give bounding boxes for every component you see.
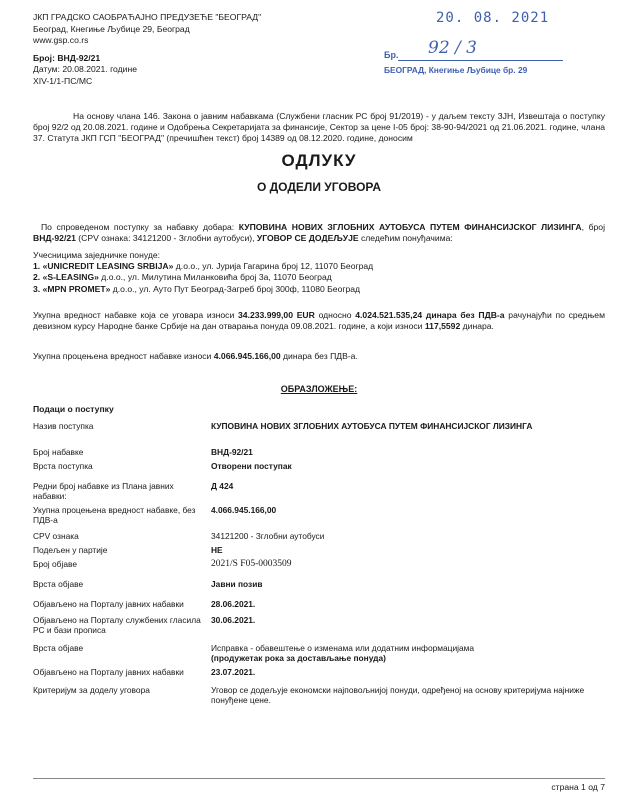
- value-text: Укупна вредност набавке која се уговара износи: [33, 310, 239, 320]
- field-value-text: Уговор се додељује економски најповољнијој понуди, одређеној на основу критеријума најниже понуђене цене.: [211, 684, 585, 706]
- reference-number: Број: ВНД-92/21: [33, 52, 101, 63]
- stamp-number-handwritten: 92 / 3: [428, 38, 477, 58]
- table-row: [33, 505, 605, 531]
- field-label: Врста објаве: [33, 578, 84, 589]
- exchange-rate: 117,5592: [424, 321, 461, 332]
- value-eur: 34.233.999,00 EUR: [238, 310, 315, 320]
- bidder-item: [33, 284, 605, 295]
- field-label: Објављено на Порталу јавних набавки: [33, 666, 184, 677]
- field-value: [211, 481, 605, 505]
- value-text: динара.: [460, 321, 494, 332]
- field-label: Редни број набавке из Плана јавних набавки:: [33, 480, 174, 502]
- field-value: [211, 643, 605, 667]
- field-value: [211, 579, 605, 599]
- document-subtitle: О ДОДЕЛИ УГОВОРА: [256, 180, 382, 194]
- table-row: [33, 615, 605, 643]
- field-value-text: 2021/S F05-0003509: [211, 558, 292, 569]
- field-value-text: КУПОВИНА НОВИХ ЗГЛОБНИХ АУТОБУСА ПУТЕМ ФИНАНСИЈСКОГ ЛИЗИНГА: [211, 420, 533, 431]
- page-number: страна 1 од 7: [551, 782, 605, 792]
- field-value: [211, 447, 605, 461]
- value-rsd: 4.024.521.535,24 динара без ПДВ-а: [355, 310, 505, 320]
- field-value-note: (продужетак рока за достављање понуда): [211, 653, 386, 664]
- estimated-value-paragraph: [33, 351, 605, 362]
- field-value: [211, 599, 605, 615]
- org-name: ЈКП ГРАДСКО САОБРАЋАЈНО ПРЕДУЗЕЋЕ "БЕОГРАД": [33, 12, 262, 22]
- section-heading: ОБРАЗЛОЖЕЊЕ:: [280, 384, 358, 394]
- table-row: [33, 461, 605, 481]
- table-row: [33, 531, 605, 545]
- award-statement: УГОВОР СЕ ДОДЕЉУЈЕ: [256, 233, 359, 244]
- letterhead: [33, 12, 333, 88]
- bidder-address: д.о.о., ул. Јурија Гагарина број 12, 11070 Београд: [173, 261, 374, 272]
- field-label: Врста објаве: [33, 642, 84, 653]
- table-row: [33, 559, 605, 579]
- bidder-name: «MPN PROMET»: [42, 283, 111, 294]
- field-label: Број објаве: [33, 558, 77, 569]
- field-value: [211, 461, 605, 481]
- table-heading-row: [33, 404, 605, 421]
- estimate-text: Укупна процењена вредност набавке износи: [33, 351, 214, 361]
- table-row: [33, 685, 605, 715]
- table-row: [33, 545, 605, 559]
- bidder-number: 3.: [33, 283, 43, 294]
- field-label: Објављено на Порталу службених гласила РС и бази прописа: [33, 614, 201, 636]
- field-value: [211, 615, 605, 643]
- bidder-item: [33, 261, 605, 272]
- table-row: [33, 447, 605, 461]
- procedure-data-table: [33, 404, 605, 715]
- bidder-address: д.о.о., ул. Ауто Пут Београд-Загреб број 300ф, 11080 Београд: [110, 283, 361, 294]
- field-label: Критеријум за доделу уговора: [33, 684, 150, 695]
- award-text: , број: [581, 222, 605, 232]
- procurement-subject: КУПОВИНА НОВИХ ЗГЛОБНИХ АУТОБУСА ПУТЕМ ФИНАНСИЈСКОГ ЛИЗИНГА: [238, 222, 582, 232]
- field-value-text: НЕ: [211, 544, 223, 555]
- field-value-text: Исправка - обавештење о изменама или додатним информацијама: [211, 642, 475, 653]
- bidder-address: д.о.о., ул. Милутина Миланковића број 3а, 11070 Београд: [98, 272, 332, 283]
- footer-divider: [33, 778, 605, 779]
- bidders-intro: Учесницима заједничке понуде:: [33, 250, 161, 260]
- stamp-address: БЕОГРАД, Кнегиње Љубице бр. 29: [384, 65, 528, 75]
- field-value: [211, 505, 605, 531]
- field-value-text: 28.06.2021.: [211, 598, 256, 609]
- field-value-text: 34121200 - Зглобни аутобуси: [211, 530, 325, 541]
- award-text: следећим понуђачима:: [358, 233, 453, 244]
- table-row: [33, 599, 605, 615]
- table-row: [33, 643, 605, 667]
- bidders-list: [33, 250, 605, 295]
- org-website: www.gsp.co.rs: [33, 35, 89, 46]
- award-text: (CPV ознака: 34121200 - Зглобни аутобуси),: [75, 233, 257, 244]
- field-value: [211, 667, 605, 685]
- reference-code: XIV-1/1-ПС/МС: [33, 75, 93, 86]
- field-value-text: Д 424: [211, 480, 234, 491]
- field-label: Укупна процењена вредност набавке, без ПДВ-а: [33, 504, 196, 526]
- value-text: односно: [314, 310, 356, 320]
- bidder-number: 1.: [33, 261, 43, 272]
- field-label: Објављено на Порталу јавних набавки: [33, 598, 184, 609]
- bidder-item: [33, 272, 605, 283]
- award-text: По спроведеном поступку за набавку добара:: [41, 222, 239, 232]
- stamp-date: 20. 08. 2021: [436, 10, 550, 26]
- field-value-text: Отворени поступак: [211, 460, 292, 471]
- stamp-number-label: Бр.: [384, 50, 399, 60]
- field-value-text: 30.06.2021.: [211, 614, 256, 625]
- estimate-text: динара без ПДВ-а.: [280, 351, 358, 361]
- reference-block: [33, 53, 333, 88]
- field-label: Број набавке: [33, 446, 84, 457]
- field-value: [211, 421, 605, 447]
- contract-value-paragraph: [33, 310, 605, 332]
- bidder-name: «S-LEASING»: [42, 272, 99, 283]
- document-title: ОДЛУКУ: [281, 151, 357, 170]
- bidder-name: «UNICREDIT LEASING SRBIJA»: [42, 261, 174, 272]
- reference-date: Датум: 20.08.2021. године: [33, 64, 137, 75]
- field-label: Врста поступка: [33, 460, 93, 471]
- field-value: [211, 559, 605, 579]
- field-value-text: ВНД-92/21: [211, 446, 253, 457]
- stamp-underline: [398, 60, 563, 61]
- field-label: CPV ознака: [33, 530, 79, 541]
- received-stamp: [384, 6, 594, 76]
- estimate-value: 4.066.945.166,00: [213, 351, 281, 361]
- procurement-number: ВНД-92/21: [33, 233, 76, 244]
- field-value: [211, 545, 605, 559]
- intro-paragraph: На основу члана 146. Закона о јавним набавкама (Службени гласник РС број 91/2019) - у даљем тексту ЗЈН, Извештаја о поступку број 92/2 од 20.08.2021. године и Одобрења Секретаријата за финансије, Сектор за цене I-05 број: 38-90-94/2021 од 21.06.2021. године, члана 37. Статута ЈКП ГСП "БЕОГРАД" (пречишћен текст) број 14389 од 08.12.2020. године, доносим: [33, 111, 605, 144]
- field-label: Назив поступка: [33, 420, 94, 431]
- field-value-text: 23.07.2021.: [211, 666, 256, 677]
- field-label: Подељен у партије: [33, 544, 108, 555]
- field-value: [211, 531, 605, 545]
- field-value: [211, 685, 605, 715]
- org-address: Београд, Кнегиње Љубице 29, Београд: [33, 23, 190, 34]
- field-value-text: 4.066.945.166,00: [211, 504, 277, 515]
- table-heading: Подаци о поступку: [33, 404, 114, 414]
- bidder-number: 2.: [33, 272, 43, 283]
- field-value-text: Јавни позив: [211, 578, 263, 589]
- table-row: [33, 421, 605, 447]
- table-row: [33, 579, 605, 599]
- table-row: [33, 481, 605, 505]
- award-paragraph: [33, 222, 605, 244]
- table-row: [33, 667, 605, 685]
- value-text: рачунајући по средњем девизном курсу Народне банке Србије на дан отварања понуда 09.08.2021. године, а који износи: [33, 310, 605, 332]
